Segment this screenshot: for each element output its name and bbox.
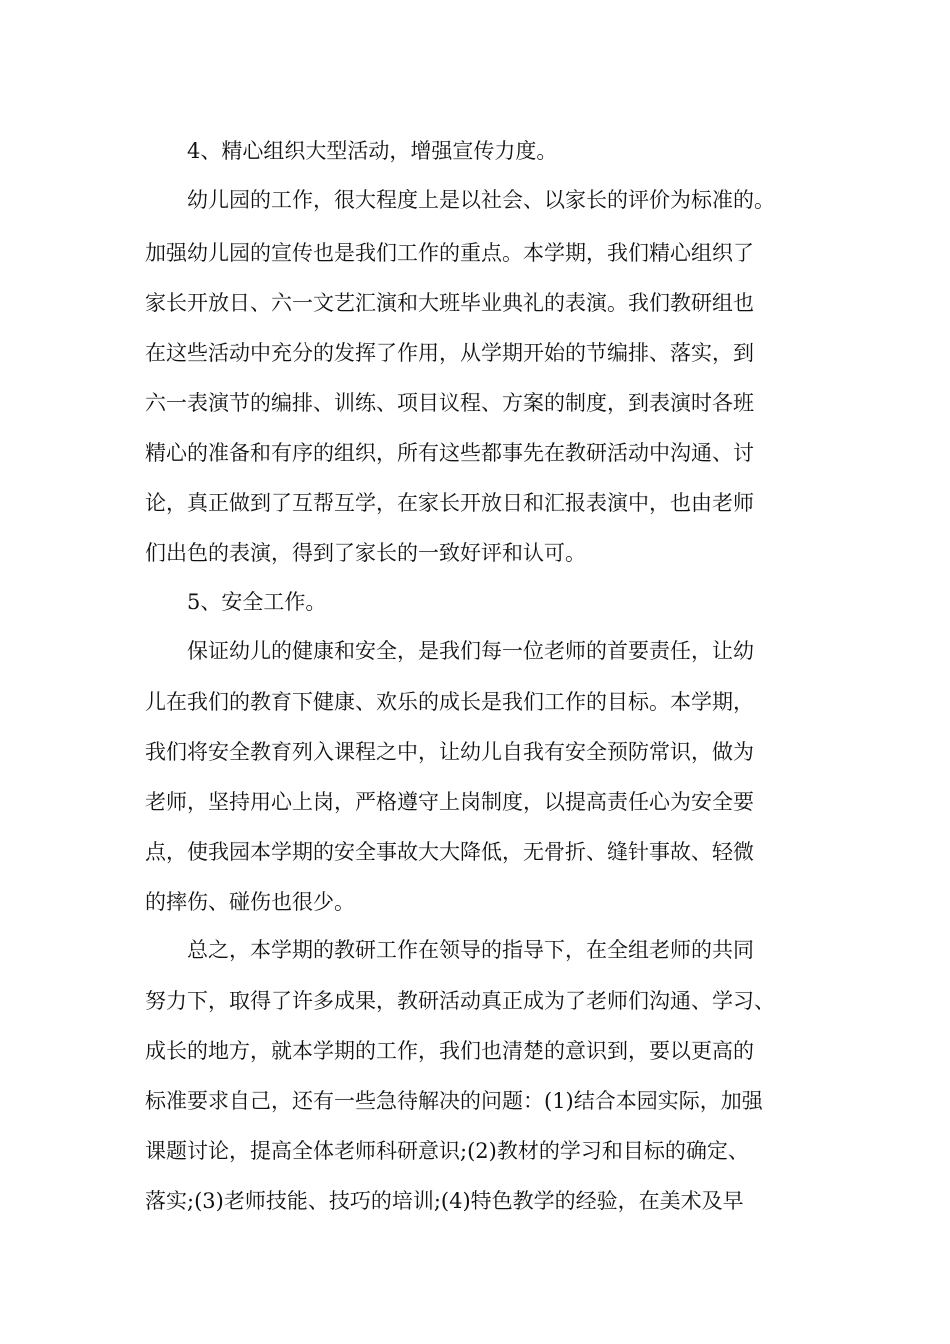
paragraph-line: 落实;(3)老师技能、技巧的培训;(4)特色教学的经验，在美术及早 (145, 1189, 744, 1213)
paragraph-line: 在这些活动中充分的发挥了作用，从学期开始的节编排、落实，到 (145, 341, 754, 365)
paragraph-line: 论，真正做到了互帮互学，在家长开放日和汇报表演中，也由老师 (145, 491, 754, 515)
paragraph-line: 老师，坚持用心上岗，严格遵守上岗制度，以提高责任心为安全要 (145, 790, 754, 814)
paragraph-line: 加强幼儿园的宣传也是我们工作的重点。本学期，我们精心组织了 (145, 241, 754, 265)
paragraph-line: 精心的准备和有序的组织，所有这些都事先在教研活动中沟通、讨 (145, 441, 754, 465)
section-heading-5: 5、安全工作。 (187, 590, 327, 614)
paragraph-line: 课题讨论，提高全体老师科研意识;(2)教材的学习和目标的确定、 (145, 1139, 749, 1163)
paragraph-line: 家长开放日、六一文艺汇演和大班毕业典礼的表演。我们教研组也 (145, 291, 754, 315)
paragraph-line: 儿在我们的教育下健康、欢乐的成长是我们工作的目标。本学期， (145, 690, 754, 714)
paragraph-line: 保证幼儿的健康和安全，是我们每一位老师的首要责任，让幼 (187, 639, 754, 663)
paragraph-line: 努力下，取得了许多成果，教研活动真正成为了老师们沟通、学习、 (145, 989, 775, 1013)
paragraph-line: 幼儿园的工作，很大程度上是以社会、以家长的评价为标准的。 (187, 188, 775, 212)
paragraph-line: 们出色的表演，得到了家长的一致好评和认可。 (145, 541, 586, 565)
paragraph-line: 总之，本学期的教研工作在领导的指导下，在全组老师的共同 (187, 938, 754, 962)
section-heading-4: 4、精心组织大型活动，增强宣传力度。 (187, 139, 558, 163)
paragraph-line: 标准要求自己，还有一些急待解决的问题：(1)结合本园实际，加强 (145, 1089, 763, 1113)
paragraph-line: 我们将安全教育列入课程之中，让幼儿自我有安全预防常识，做为 (145, 740, 754, 764)
paragraph-line: 点，使我园本学期的安全事故大大降低，无骨折、缝针事故、轻微 (145, 840, 754, 864)
paragraph-line: 成长的地方，就本学期的工作，我们也清楚的意识到，要以更高的 (145, 1039, 754, 1063)
paragraph-line: 的摔伤、碰伤也很少。 (145, 890, 355, 914)
paragraph-line: 六一表演节的编排、训练、项目议程、方案的制度，到表演时各班 (145, 391, 754, 415)
